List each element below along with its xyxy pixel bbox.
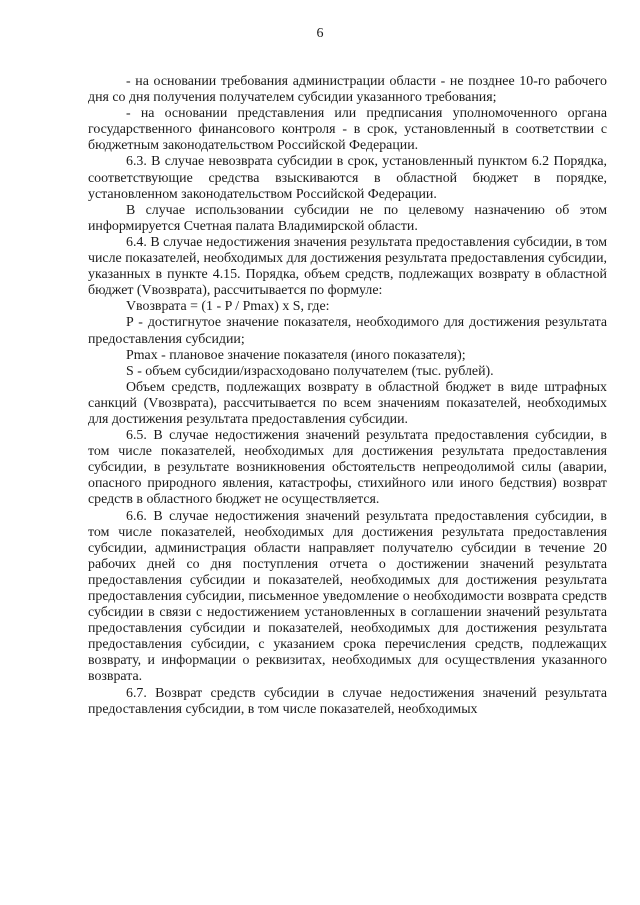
paragraph-6-7: 6.7. Возврат средств субсидии в случае недостижения значений результата предоставления субсидии, в том числе показателей, необходимых bbox=[88, 685, 607, 717]
paragraph-pmax-definition: Pmax - плановое значение показателя (иного показателя); bbox=[126, 347, 466, 363]
page-number: 6 bbox=[316, 26, 324, 41]
document-body bbox=[88, 74, 607, 718]
paragraph-s-definition: S - объем субсидии/израсходовано получателем (тыс. рублей). bbox=[126, 363, 494, 379]
paragraph-control-order: - на основании представления или предписания уполномоченного органа государственного финансового контроля - в срок, установленный в соответствии с бюджетным законодательством Российской Федерации. bbox=[88, 106, 607, 154]
paragraph-misuse: В случае использовании субсидии не по целевому назначению об этом информируется Счетная палата Владимирской области. bbox=[88, 202, 607, 234]
paragraph-6-6: 6.6. В случае недостижения значений результата предоставления субсидии, в том числе показателей, необходимых для достижения результата предоставления субсидии, администрация области направляет получателю субсидии в течение 20 рабочих дней со дня поступления отчета о достижении значений результата предоставления субсидии и показателей, необходимых для достижения результата предоставления субсидии, письменное уведомление о необходимости возврата средств субсидии в связи с недостижением установленных в соглашении значений результата предоставления субсидии и показателей, необходимых для достижения результата предоставления субсидии, с указанием срока перечисления средств, подлежащих возврату, и информации о реквизитах, необходимых для осуществления указанного возврата. bbox=[88, 508, 607, 685]
paragraph-p-definition: P - достигнутое значение показателя, необходимого для достижения результата предоставления субсидии; bbox=[88, 315, 607, 347]
paragraph-6-3: 6.3. В случае невозврата субсидии в срок, установленный пунктом 6.2 Порядка, соответствующие средства взыскиваются в областной бюджет в порядке, установленном законодательством Российской Федерации. bbox=[88, 154, 607, 202]
paragraph-6-4: 6.4. В случае недостижения значения результата предоставления субсидии, в том числе показателей, необходимых для достижения результата предоставления субсидии, указанных в пункте 4.15. Порядка, объем средств, подлежащих возврату в областной бюджет (Vвозврата), рассчитывается по формуле: bbox=[88, 234, 607, 299]
formula: Vвозврата = (1 - P / Pmax) x S, где: bbox=[126, 299, 330, 315]
paragraph-6-5: 6.5. В случае недостижения значений результата предоставления субсидии, в том числе показателей, необходимых для достижения результата предоставления субсидии, в результате возникновения обстоятельств непреодолимой силы (аварии, опасного природного явления, катастрофы, стихийного или иного бедствия) возврат средств в областного бюджет не осуществляется. bbox=[88, 428, 607, 508]
paragraph-requirement-deadline: - на основании требования администрации области - не позднее 10-го рабочего дня со дня получения получателем субсидии указанного требования; bbox=[88, 74, 607, 106]
paragraph-penalty-volume: Объем средств, подлежащих возврату в областной бюджет в виде штрафных санкций (Vвозврата), рассчитывается по всем значениям показателей, необходимых для достижения результата предоставления субсидии. bbox=[88, 379, 607, 427]
